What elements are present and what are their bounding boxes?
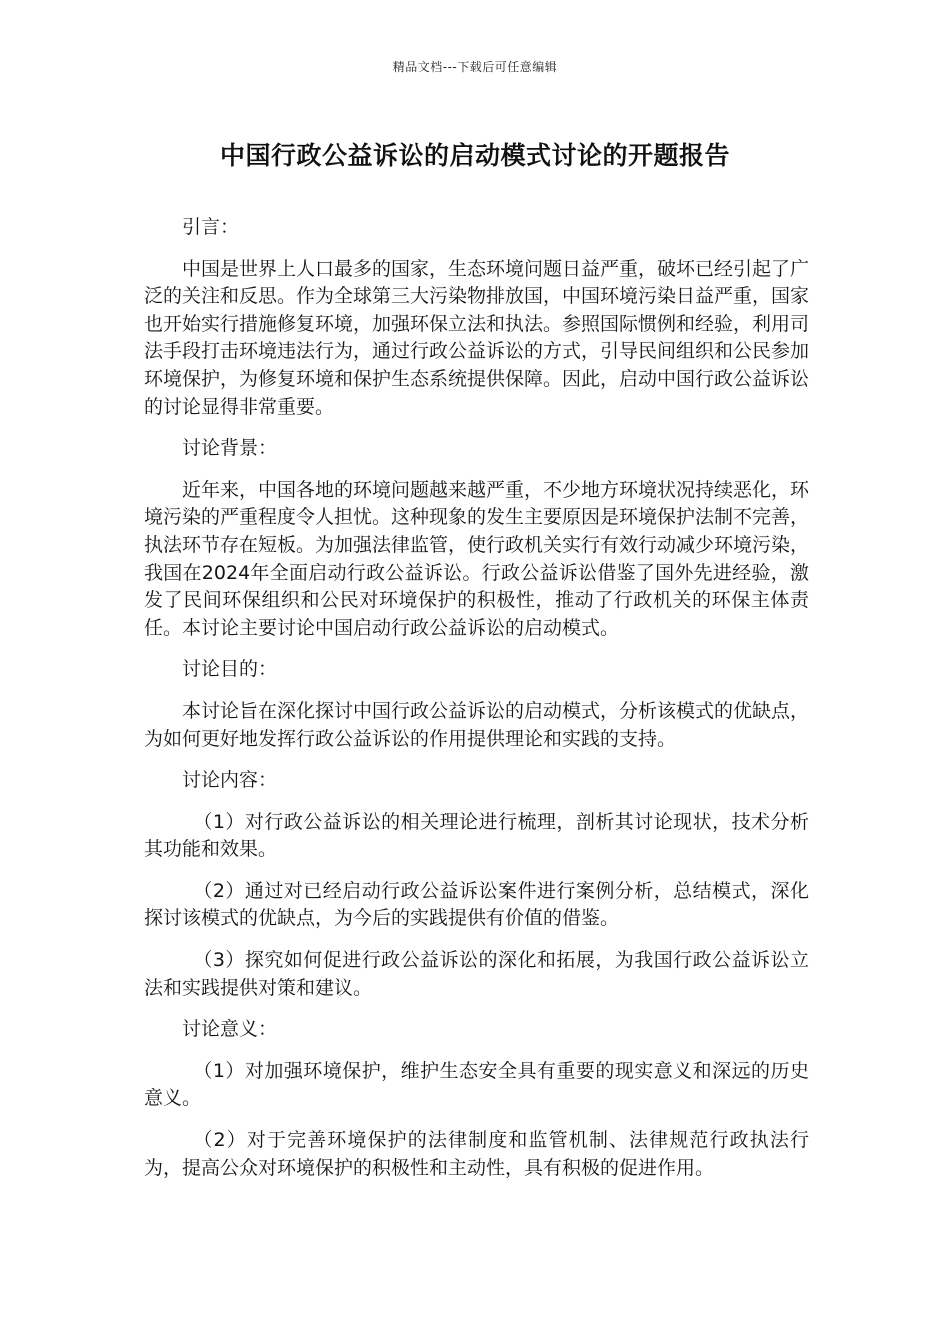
intro-paragraph: 中国是世界上人口最多的国家，生态环境问题日益严重，破坏已经引起了广泛的关注和反思。作为全球第三大污染物排放国，中国环境污染日益严重，国家也开始实行措施修复环境，加强环保立法和执法。参照国际惯例和经验，利用司法手段打击环境违法行为，通过行政公益诉讼的方式，引导民间组织和公民参加环境保护，为修复环境和保护生态系统提供保障。因此，启动中国行政公益诉讼的讨论显得非常重要。 [144,257,810,418]
intro-heading: 引言： [182,216,240,238]
document-title: 中国行政公益诉讼的启动模式讨论的开题报告 [219,141,730,170]
document-body [144,214,809,1196]
purpose-paragraph: 本讨论旨在深化探讨中国行政公益诉讼的启动模式，分析该模式的优缺点，为如何更好地发挥行政公益诉讼的作用提供理论和实践的支持。 [144,699,810,750]
purpose-heading: 讨论目的： [182,658,278,681]
content-item: （1）对行政公益诉讼的相关理论进行梳理，剖析其讨论现状，技术分析其功能和效果。 [144,810,809,861]
significance-item: （2）对于完善环境保护的法律制度和监管机制、法律规范行政执法行为，提高公众对环境保护的积极性和主动性，具有积极的促进作用。 [144,1129,809,1179]
header-note: 精品文档---下载后可任意编辑 [392,60,558,74]
significance-item: （1）对加强环境保护，维护生态安全具有重要的现实意义和深远的历史意义。 [144,1059,809,1110]
significance-heading: 讨论意义： [182,1018,278,1041]
background-heading: 讨论背景： [182,437,278,460]
content-item: （2）通过对已经启动行政公益诉讼案件进行案例分析，总结模式，深化探讨该模式的优缺点，为今后的实践提供有价值的借鉴。 [144,879,809,930]
background-paragraph: 近年来，中国各地的环境问题越来越严重，不少地方环境状况持续恶化，环境污染的严重程度令人担忧。这种现象的发生主要原因是环境保护法制不完善，执法环节存在短板。为加强法律监管，使行政机关实行有效行动减少环境污染，我国在2024年全面启动行政公益诉讼。行政公益诉讼借鉴了国外先进经验，激发了民间环保组织和公民对环境保护的积极性，推动了行政机关的环保主体责任。本讨论主要讨论中国启动行政公益诉讼的启动模式。 [144,478,810,639]
content-item: （3）探究如何促进行政公益诉讼的深化和拓展，为我国行政公益诉讼立法和实践提供对策和建议。 [144,949,809,999]
content-heading: 讨论内容： [182,769,278,792]
